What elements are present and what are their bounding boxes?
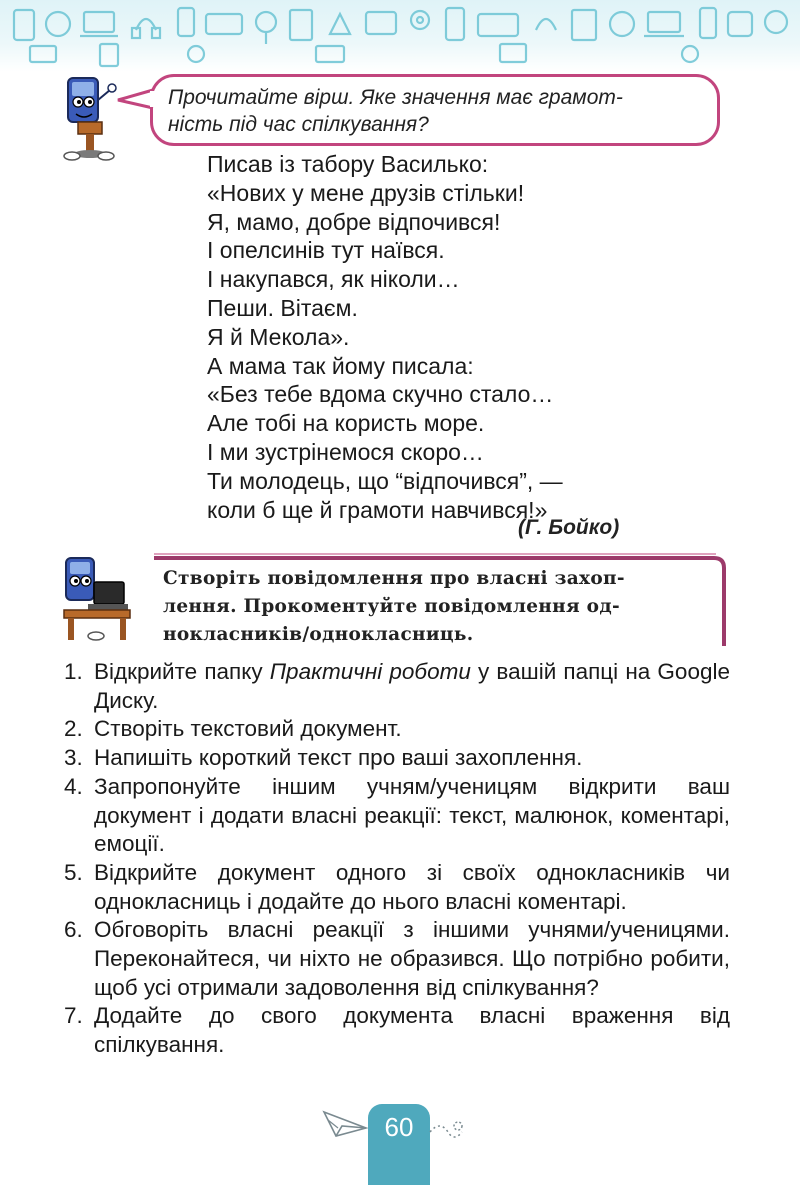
task-line-2: лення. Прокоментуйте повідомлення од-: [163, 596, 620, 617]
gadgets-pattern-icon: [0, 0, 800, 72]
steps-list: [64, 658, 730, 1060]
poem-line: І ми зустрінемося скоро…: [207, 438, 484, 465]
list-item: 3. Напишіть короткий текст про ваші захоплення.: [64, 745, 583, 771]
poem-line: І накупався, як ніколи…: [207, 266, 460, 293]
poem-line: Писав із табору Василько:: [207, 151, 489, 177]
page-number: 60: [384, 1112, 414, 1142]
list-item: 6. Обговоріть власні реакції з іншими учнями/ученицями. Переконайтеся, чи ніхто не образився. Що потрібно робити, щоб усі отримали задоволення від спілкування?: [64, 917, 730, 1000]
header-gadget-band: [0, 0, 800, 72]
list-item: 1. Відкрийте папку Практичні роботи у вашій папці на Google Диску.: [64, 659, 730, 713]
poem-line: Пеши. Вітаєм.: [207, 294, 358, 321]
poem-line: І опелсинів тут наївся.: [207, 237, 445, 264]
question-line-2: ність під час спілкування?: [168, 113, 429, 136]
poem-line: Я, мамо, добре відпочився!: [207, 208, 501, 235]
poem: [207, 150, 563, 524]
poem-line: Я й Мекола».: [207, 323, 350, 350]
mascot-computer-icon: [58, 552, 134, 649]
paper-plane-icon: [322, 1106, 368, 1146]
list-item: 7. Додайте до свого документа власні враження від спілкування.: [64, 1003, 730, 1058]
list-item: 2. Створіть текстовий документ.: [64, 716, 402, 742]
mascot-reading-icon: [58, 70, 120, 167]
dotted-swirl-icon: [428, 1118, 468, 1148]
poem-line: Ти молодець, що “відпочився”, —: [207, 467, 563, 494]
poem-line: коли б ще й грамоти навчився!»: [207, 496, 548, 523]
poem-line: «Без тебе вдома скучно стало…: [207, 381, 554, 408]
list-item: 4. Запропонуйте іншим учням/ученицям відкрити ваш документ і додати власні реакції: текст, малюнок, коментарі, емоції.: [64, 773, 730, 857]
bubble-tail: [116, 88, 156, 110]
poem-line: А мама так йому писала:: [207, 352, 474, 379]
task-title: [163, 565, 711, 649]
poem-author: (Г. Бойко): [518, 516, 620, 539]
task-line-3: нокласників/однокласниць.: [163, 624, 474, 645]
question-text: [168, 84, 708, 138]
poem-line: «Нових у мене друзів стільки!: [207, 179, 525, 206]
question-line-1: Прочитайте вірш. Яке значення має грамот-: [168, 86, 623, 109]
task-line-1: Створіть повідомлення про власні захоп-: [163, 568, 625, 589]
poem-line: Але тобі на користь море.: [207, 410, 485, 437]
list-item: 5. Відкрийте документ одного зі своїх однокласників чи однокласниць і додайте до нього власні коментарі.: [64, 859, 730, 914]
